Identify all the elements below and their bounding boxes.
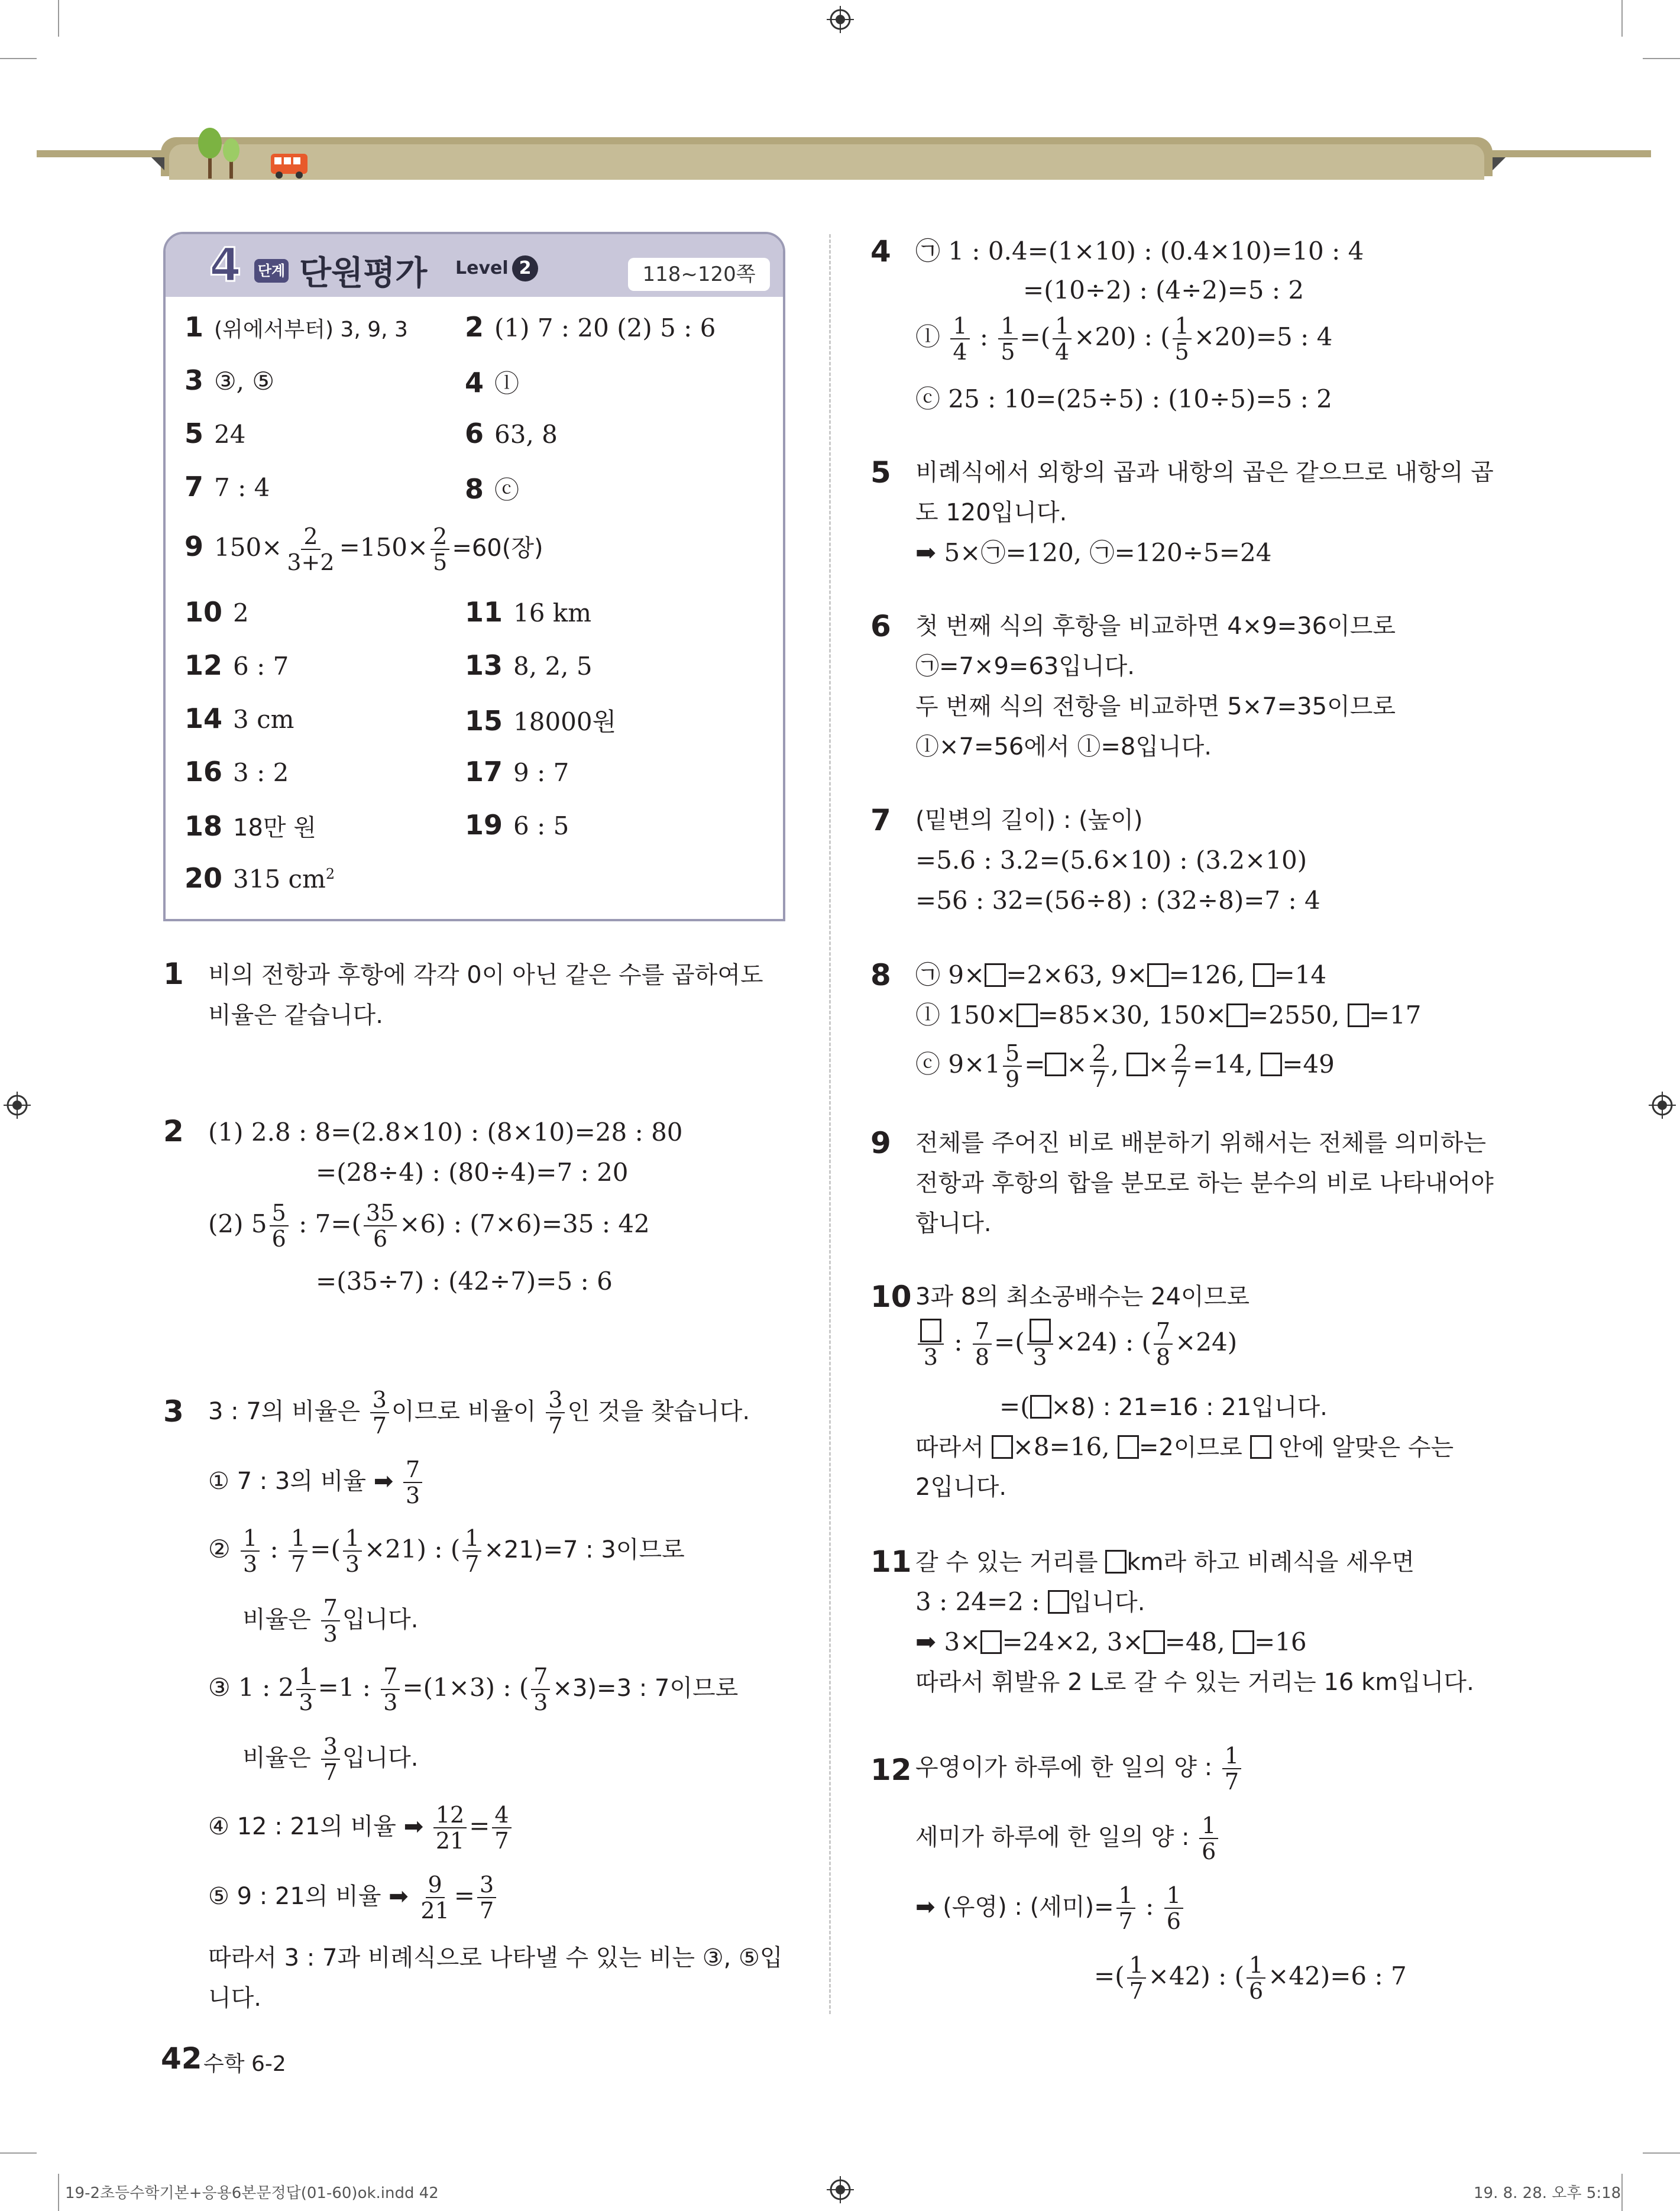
solution-2-line-3: (2) 5 $\frac{5}{6}$ : 7=( $\frac{35}{6}$ ×6) : (7×6)=35 : 42 [208, 1200, 650, 1252]
answer-12: 12 6 : 7 [184, 649, 289, 681]
slug-left: 19-2초등수학기본+응용6본문정답(01-60)ok.indd 42 [65, 2184, 439, 2202]
solution-9-number: 9 [870, 1126, 891, 1160]
solution-10-line-1: 3과 8의 최소공배수는 24이므로 [915, 1283, 1250, 1310]
solution-8-line-3: ⓒ 9×1 $\frac{5}{9}$ = × $\frac{2}{7}$ , × $\frac{2}{7}$ =14, =49 [915, 1040, 1335, 1092]
answer-17: 17 9 : 7 [465, 756, 569, 788]
crop-mark-bottom-left [0, 2152, 37, 2154]
blank-box [1127, 1053, 1148, 1076]
solution-11-line-3: ➡ 3× =24×2, 3× =48, =16 [915, 1627, 1307, 1656]
blank-box [1233, 1630, 1254, 1654]
crop-mark-top-left-v [58, 0, 59, 37]
solution-4-line-4: ⓒ 25 : 10=(25÷5) : (10÷5)=5 : 2 [915, 384, 1332, 413]
solution-10-line-5: 2입니다. [915, 1474, 1007, 1501]
blank-box [1261, 1053, 1282, 1076]
blank-box [1147, 963, 1168, 987]
solution-8-line-2: ⓛ 150× =85×30, 150× =2550, =17 [915, 1001, 1422, 1030]
registration-mark-right-icon [1649, 1092, 1676, 1119]
solution-3-line-8: ⑤ 9 : 21의 비율 ➡ $\frac{9}{21}$ = $\frac{3}{7}$ [208, 1872, 499, 1923]
solution-2-line-4: =(35÷7) : (42÷7)=5 : 6 [316, 1267, 613, 1296]
solution-2-line-1: (1) 2.8 : 8=(2.8×10) : (8×10)=28 : 80 [208, 1118, 683, 1147]
header-tab-inner [169, 144, 1484, 180]
answer-5: 5 24 [184, 417, 246, 449]
blank-box [1348, 1003, 1369, 1027]
blank-box [1045, 1053, 1066, 1076]
answer-16: 16 3 : 2 [184, 756, 289, 788]
blank-box [1048, 1590, 1069, 1614]
solution-5-line-2: 도 120입니다. [915, 499, 1067, 526]
blank-box [1030, 1319, 1051, 1342]
solution-11-line-2: 3 : 24=2 : 입니다. [915, 1587, 1145, 1616]
answer-10: 10 2 [184, 596, 249, 628]
answer-1: 1 (위에서부터) 3, 9, 3 [184, 311, 408, 343]
solution-11-number: 11 [870, 1545, 912, 1579]
stage-badge: 단계 [254, 259, 289, 283]
solution-3-line-3: ② $\frac{1}{3}$ : $\frac{1}{7}$ =( $\frac{1}{3}$ ×21) : ( $\frac{1}{7}$ ×21)=7 : 3이므로 [208, 1525, 685, 1577]
solution-2-number: 2 [163, 1114, 184, 1148]
registration-mark-left-icon [4, 1092, 31, 1119]
solution-3-line-7: ④ 12 : 21의 비율 ➡ $\frac{12}{21}$ = $\frac{4}{7}$ [208, 1802, 514, 1853]
blank-box [1105, 1550, 1127, 1574]
crop-mark-bottom-right-v [1621, 2174, 1623, 2211]
solution-3-line-1: 3 : 7의 비율은 $\frac{3}{7}$ 이므로 비율이 $\frac{3}{7}$ 인 것을 찾습니다. [208, 1387, 750, 1439]
solution-10-line-3: =( ×8) : 21=16 : 21입니다. [999, 1392, 1328, 1421]
tree-and-bus-icon [195, 127, 313, 180]
solution-10-line-2: 3 : $\frac{7}{8}$ =( 3 ×24) : ( $\frac{7}{8}$ ×24) [915, 1319, 1237, 1370]
answer-14: 14 3 cm [184, 703, 294, 734]
slug-right: 19. 8. 28. 오후 5:18 [1474, 2184, 1621, 2202]
solution-6-line-3: 두 번째 식의 전항을 비교하면 5×7=35이므로 [915, 693, 1396, 720]
solution-10-line-4: 따라서 ×8=16, =2이므로 안에 알맞은 수는 [915, 1432, 1454, 1461]
page-range: 118~120쪽 [628, 258, 770, 291]
crop-mark-top-right [1643, 58, 1680, 59]
blank-box [1250, 1435, 1271, 1459]
page-number: 42 [161, 2041, 202, 2076]
blank-box [1030, 1395, 1051, 1419]
solution-12-line-3: ➡ (우영) : (세미)= $\frac{1}{7}$ : $\frac{1}{6}$ [915, 1883, 1186, 1934]
blank-box [992, 1435, 1013, 1459]
solution-3-line-6: 비율은 $\frac{3}{7}$ 입니다. [242, 1733, 419, 1785]
solution-3-number: 3 [163, 1394, 184, 1429]
blank-box [1118, 1435, 1139, 1459]
solution-4-line-1: ㉠ 1 : 0.4=(1×10) : (0.4×10)=10 : 4 [915, 237, 1364, 266]
solution-7-number: 7 [870, 803, 891, 837]
crop-mark-bottom-right [1643, 2152, 1680, 2154]
solution-1-line-2: 비율은 같습니다. [208, 1002, 383, 1029]
answer-2: 2 (1) 7 : 20 (2) 5 : 6 [465, 311, 716, 343]
answer-8: 8 ⓒ [465, 473, 520, 505]
solution-4-number: 4 [870, 234, 891, 268]
blank-box [980, 1630, 1002, 1654]
solution-4-line-3: ⓛ $\frac{1}{4}$ : $\frac{1}{5}$ =( $\frac{1}{4}$ ×20) : ( $\frac{1}{5}$ ×20)=5 : 4 [915, 313, 1333, 365]
solution-6-line-2: ㉠=7×9=63입니다. [915, 653, 1135, 680]
solution-12-line-2: 세미가 하루에 한 일의 양 : $\frac{1}{6}$ [915, 1813, 1221, 1864]
answer-4: 4 ⓛ [465, 367, 520, 399]
registration-mark-top-icon [827, 6, 854, 33]
stage-number: 4 [209, 239, 242, 292]
solution-9-line-2: 전항과 후항의 합을 분모로 하는 분수의 비로 나타내어야 [915, 1170, 1494, 1197]
solution-4-line-2: =(10÷2) : (4÷2)=5 : 2 [1023, 276, 1304, 305]
solution-8-number: 8 [870, 958, 891, 992]
solution-5-number: 5 [870, 455, 891, 490]
answer-9: 9 150× $\frac{2}{3+2}$ =150× $\frac{2}{5}$ =60(장) [184, 523, 543, 575]
solution-10-number: 10 [870, 1280, 912, 1314]
solution-12-line-1: 우영이가 하루에 한 일의 양 : $\frac{1}{7}$ [915, 1743, 1244, 1794]
solution-11-line-4: 따라서 휘발유 2 L로 갈 수 있는 거리는 16 km입니다. [915, 1669, 1474, 1696]
solution-6-line-1: 첫 번째 식의 후항을 비교하면 4×9=36이므로 [915, 613, 1396, 640]
answer-7: 7 7 : 4 [184, 471, 270, 503]
solution-8-line-1: ㉠ 9× =2×63, 9× =126, =14 [915, 960, 1327, 989]
header-corner-left [151, 157, 164, 170]
solution-12-number: 12 [870, 1753, 912, 1787]
level-label: Level [455, 258, 509, 279]
answer-6: 6 63, 8 [465, 417, 558, 449]
answer-15: 15 18000원 [465, 705, 617, 737]
registration-mark-bottom-icon [827, 2176, 854, 2203]
solution-5-line-3: ➡ 5×㉠=120, ㉠=120÷5=24 [915, 538, 1272, 567]
blank-box [920, 1319, 941, 1342]
answer-19: 19 6 : 5 [465, 809, 569, 841]
solution-7-line-1: (밑변의 길이) : (높이) [915, 807, 1143, 834]
solution-3-line-4: 비율은 $\frac{7}{3}$ 입니다. [242, 1595, 419, 1647]
blank-box [1017, 1003, 1038, 1027]
solution-3-line-5: ③ 1 : 2 $\frac{1}{3}$ =1 : $\frac{7}{3}$ =(1×3) : ( $\frac{7}{3}$ ×3)=3 : 7이므로 [208, 1663, 739, 1715]
solution-3-line-9: 따라서 3 : 7과 비례식으로 나타낼 수 있는 비는 ③, ⑤입 [208, 1944, 783, 1972]
solution-2-line-2: =(28÷4) : (80÷4)=7 : 20 [316, 1158, 629, 1187]
answer-11: 11 16 km [465, 596, 592, 628]
solution-6-number: 6 [870, 609, 891, 643]
level-number: 2 [512, 255, 538, 281]
solution-1-line-1: 비의 전항과 후항에 각각 0이 아닌 같은 수를 곱하여도 [208, 962, 763, 989]
column-divider [829, 234, 831, 2014]
blank-box [985, 963, 1006, 987]
solution-3-line-10: 니다. [208, 1985, 261, 2012]
blank-box [1144, 1630, 1165, 1654]
answer-13: 13 8, 2, 5 [465, 649, 593, 681]
blank-box [1226, 1003, 1248, 1027]
header-corner-right [1493, 157, 1506, 170]
solution-7-line-3: =56 : 32=(56÷8) : (32÷8)=7 : 4 [915, 886, 1320, 915]
solution-9-line-1: 전체를 주어진 비로 배분하기 위해서는 전체를 의미하는 [915, 1129, 1487, 1157]
footer-subject: 수학 6-2 [203, 2052, 286, 2076]
solution-1-number: 1 [163, 957, 184, 991]
solution-5-line-1: 비례식에서 외항의 곱과 내항의 곱은 같으므로 내항의 곱 [915, 459, 1494, 486]
solution-12-line-4: =( $\frac{1}{7}$ ×42) : ( $\frac{1}{6}$ ×42)=6 : 7 [1094, 1952, 1407, 2004]
solution-7-line-2: =5.6 : 3.2=(5.6×10) : (3.2×10) [915, 846, 1307, 875]
solution-11-line-1: 갈 수 있는 거리를 km라 하고 비례식을 세우면 [915, 1549, 1415, 1576]
blank-box [1253, 963, 1274, 987]
solution-9-line-3: 합니다. [915, 1210, 992, 1237]
answer-18: 18 18만 원 [184, 810, 316, 842]
solution-3-line-2: ① 7 : 3의 비율 ➡ $\frac{7}{3}$ [208, 1457, 425, 1508]
solution-6-line-4: ⓛ×7=56에서 ⓛ=8입니다. [915, 733, 1212, 760]
answer-3: 3 ③, ⑤ [184, 364, 275, 396]
crop-mark-bottom-left-v [58, 2174, 59, 2211]
unit-title: 단원평가 [299, 254, 428, 293]
crop-mark-top-left [0, 58, 37, 59]
answer-box-header [166, 234, 783, 297]
answer-20: 20 315 $cm^2$ [184, 862, 335, 894]
crop-mark-top-right-v [1621, 0, 1623, 37]
